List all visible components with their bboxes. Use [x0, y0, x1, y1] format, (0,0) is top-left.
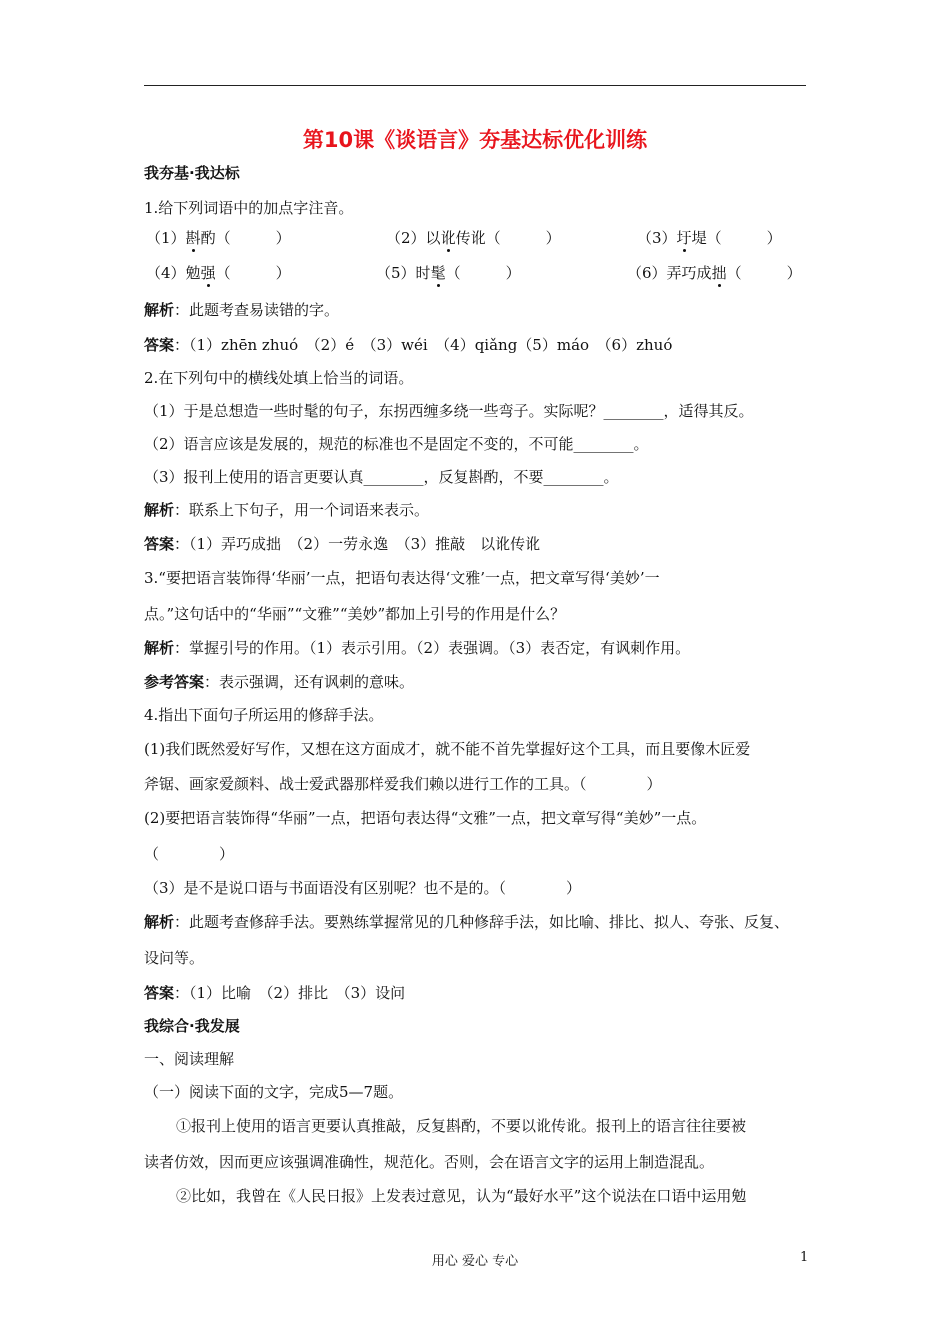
- question-3-line-2: 点。”这句话中的“华丽”“文雅”“美妙”都加上引号的作用是什么？: [144, 605, 566, 623]
- q1-answer: 答案：（1）zhēn zhuó （2）é （3）wéi （4）qiǎng（5）máo （6）zhuó: [144, 336, 673, 354]
- q2-analysis: 解析：联系上下句子，用一个词语来表示。: [144, 501, 430, 519]
- q1-analysis: 解析：此题考查易读错的字。: [144, 301, 340, 319]
- question-3-line-1: 3.“要把语言装饰得‘华丽’一点，把语句表达得‘文雅’一点，把文章写得‘美妙’一: [144, 569, 660, 587]
- q3-answer: 参考答案：表示强调，还有讽刺的意味。: [144, 673, 415, 691]
- page-title: 第10课《谈语言》夯基达标优化训练: [302, 128, 648, 152]
- page-footer: 用心 爱心 专心: [431, 1254, 519, 1269]
- passage-paragraph-1-line-1: ①报刊上使用的语言更要认真推敲，反复斟酌，不要以讹传讹。报刊上的语言往往要被: [176, 1117, 747, 1135]
- q1-item-4: （4）勉强（ ）: [146, 264, 291, 282]
- q4-sentence-3: （3）是不是说口语与书面语没有区别呢？也不是的。（ ）: [144, 879, 582, 897]
- q2-sentence-2: （2）语言应该是发展的，规范的标准也不是固定不变的，不可能________。: [144, 435, 649, 453]
- section-heading-development: 我综合·我发展: [144, 1017, 240, 1035]
- q4-sentence-2-line-1: (2)要把语言装饰得“华丽”一点，把语句表达得“文雅”一点，把文章写得“美妙”一点。: [144, 809, 707, 827]
- question-4: 4.指出下面句子所运用的修辞手法。: [144, 706, 384, 724]
- passage-paragraph-1-line-2: 读者仿效，因而更应该强调准确性，规范化。否则，会在语言文字的运用上制造混乱。: [144, 1153, 715, 1171]
- q4-sentence-1-line-1: (1)我们既然爱好写作，又想在这方面成才，就不能不首先掌握好这个工具，而且要像木匠爱: [144, 740, 751, 758]
- q4-analysis-line-1: 解析：此题考查修辞手法。要熟练掌握常见的几种修辞手法，如比喻、排比、拟人、夸张、反复、: [144, 913, 790, 931]
- q4-sentence-1-line-2: 斧锯、画家爱颜料、战士爱武器那样爱我们赖以进行工作的工具。（ ）: [144, 775, 662, 793]
- q1-item-1: （1）斟酌（ ）: [146, 229, 291, 247]
- q4-analysis-line-2: 设问等。: [144, 949, 205, 967]
- header-rule: [144, 85, 806, 86]
- q2-sentence-3: （3）报刊上使用的语言更要认真________，反复斟酌，不要________。: [144, 468, 619, 486]
- q4-sentence-2-line-2: （ ）: [144, 845, 235, 863]
- page-number: 1: [800, 1250, 809, 1265]
- q1-item-2: （2）以讹传讹（ ）: [386, 229, 561, 247]
- passage-paragraph-2-line-1: ②比如，我曾在《人民日报》上发表过意见，认为“最好水平”这个说法在口语中运用勉: [176, 1187, 747, 1205]
- q4-answer: 答案：（1）比喻 （2）排比 （3）设问: [144, 984, 406, 1002]
- q1-item-5: （5）时髦（ ）: [376, 264, 521, 282]
- q3-analysis: 解析：掌握引号的作用。（1）表示引用。（2）表强调。（3）表否定，有讽刺作用。: [144, 639, 691, 657]
- q1-item-3: （3）圩堤（ ）: [637, 229, 782, 247]
- question-1: 1.给下列词语中的加点字注音。: [144, 199, 354, 217]
- q2-answer: 答案：（1）弄巧成拙 （2）一劳永逸 （3）推敲 以讹传讹: [144, 535, 541, 553]
- section-heading-basic: 我夯基·我达标: [144, 164, 240, 182]
- reading-section-title: 一、阅读理解: [144, 1050, 235, 1068]
- question-2: 2.在下列句中的横线处填上恰当的词语。: [144, 369, 414, 387]
- q1-item-6: （6）弄巧成拙（ ）: [627, 264, 802, 282]
- reading-subsection-title: （一）阅读下面的文字，完成5—7题。: [144, 1083, 404, 1101]
- q2-sentence-1: （1）于是总想造一些时髦的句子，东拐西缠多绕一些弯子。实际呢？________，适得其反。: [144, 402, 754, 420]
